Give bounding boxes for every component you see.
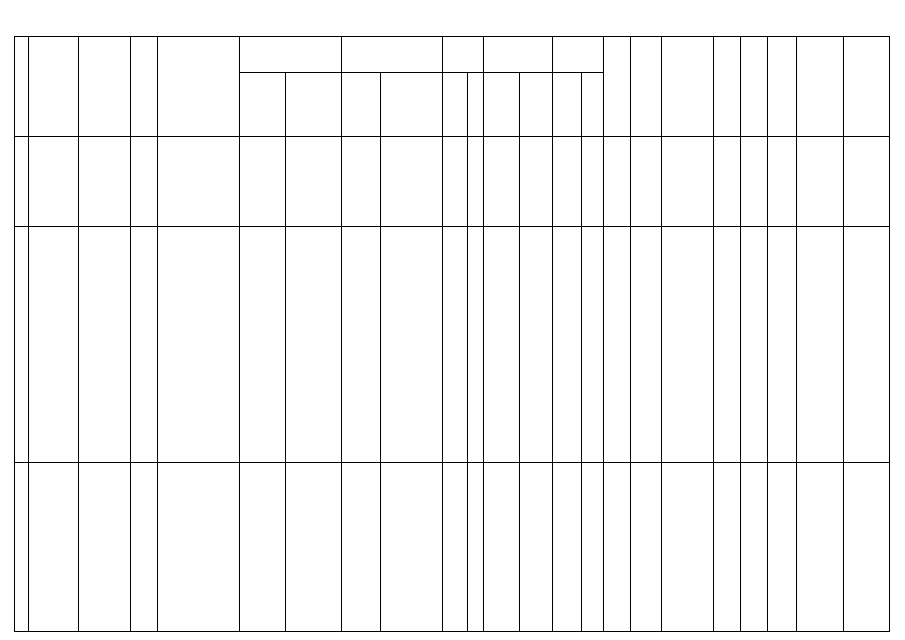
table-cell xyxy=(29,227,79,463)
header-cell xyxy=(631,37,662,137)
table-cell xyxy=(285,463,341,632)
table-cell xyxy=(240,137,286,227)
table-cell xyxy=(519,137,552,227)
subheader-cell xyxy=(285,73,341,137)
table-cell xyxy=(767,137,796,227)
table-cell xyxy=(604,463,631,632)
table-cell xyxy=(740,137,767,227)
table-cell xyxy=(130,227,157,463)
table-cell xyxy=(740,463,767,632)
table-cell xyxy=(285,137,341,227)
subheader-cell xyxy=(519,73,552,137)
table-cell xyxy=(552,463,581,632)
table-cell xyxy=(381,463,443,632)
table-row xyxy=(15,227,890,463)
table-cell xyxy=(443,227,468,463)
table-cell xyxy=(381,227,443,463)
subheader-cell xyxy=(581,73,604,137)
table-cell xyxy=(29,463,79,632)
table-cell xyxy=(662,137,714,227)
table-cell xyxy=(740,227,767,463)
table-cell xyxy=(631,463,662,632)
table-cell xyxy=(662,227,714,463)
table-cell xyxy=(484,463,519,632)
subheader-cell xyxy=(341,73,380,137)
subheader-cell xyxy=(240,73,286,137)
subheader-cell xyxy=(443,73,468,137)
header-cell xyxy=(79,37,131,137)
table-cell xyxy=(15,137,29,227)
table-cell xyxy=(581,227,604,463)
table-cell xyxy=(844,137,890,227)
table-cell xyxy=(79,227,131,463)
subheader-cell xyxy=(467,73,484,137)
table-cell xyxy=(240,227,286,463)
table-cell xyxy=(844,227,890,463)
table-cell xyxy=(714,463,741,632)
header-cell xyxy=(604,37,631,137)
table-cell xyxy=(157,227,240,463)
table-cell xyxy=(15,463,29,632)
table-cell xyxy=(467,463,484,632)
table-cell xyxy=(604,227,631,463)
table-cell xyxy=(240,463,286,632)
header-cell xyxy=(29,37,79,137)
table-cell xyxy=(341,227,380,463)
table-cell xyxy=(767,227,796,463)
header-cell xyxy=(130,37,157,137)
table-cell xyxy=(844,463,890,632)
table-cell xyxy=(285,227,341,463)
table-cell xyxy=(130,463,157,632)
subheader-cell xyxy=(552,73,581,137)
table-cell xyxy=(79,137,131,227)
table-cell xyxy=(130,137,157,227)
table-cell xyxy=(604,137,631,227)
table-cell xyxy=(796,137,844,227)
table-cell xyxy=(519,463,552,632)
subheader-cell xyxy=(484,73,519,137)
table-cell xyxy=(552,137,581,227)
table-cell xyxy=(581,463,604,632)
registry-table xyxy=(14,36,890,632)
table-cell xyxy=(631,137,662,227)
header-cell xyxy=(157,37,240,137)
header-cell xyxy=(15,37,29,137)
table-cell xyxy=(341,463,380,632)
table-cell xyxy=(79,463,131,632)
header-cell xyxy=(662,37,714,137)
header-cell xyxy=(740,37,767,137)
table-cell xyxy=(484,137,519,227)
header-cell xyxy=(484,37,552,73)
table-cell xyxy=(796,227,844,463)
table-cell xyxy=(157,137,240,227)
table-cell xyxy=(443,137,468,227)
table-cell xyxy=(519,227,552,463)
table-cell xyxy=(714,227,741,463)
table-row xyxy=(15,137,890,227)
header-cell xyxy=(552,37,604,73)
header-cell xyxy=(714,37,741,137)
table-cell xyxy=(714,137,741,227)
table-cell xyxy=(631,227,662,463)
table-cell xyxy=(484,227,519,463)
table-cell xyxy=(796,463,844,632)
table-row xyxy=(15,463,890,632)
table-cell xyxy=(662,463,714,632)
table-cell xyxy=(29,137,79,227)
table-cell xyxy=(157,463,240,632)
table-cell xyxy=(381,137,443,227)
header-cell xyxy=(443,37,484,73)
table-cell xyxy=(581,137,604,227)
header-cell xyxy=(767,37,796,137)
table-cell xyxy=(467,137,484,227)
table-cell xyxy=(341,137,380,227)
table-cell xyxy=(767,463,796,632)
table-cell xyxy=(467,227,484,463)
table-cell xyxy=(443,463,468,632)
header-cell xyxy=(844,37,890,137)
header-cell xyxy=(240,37,341,73)
table-cell xyxy=(15,227,29,463)
table-cell xyxy=(552,227,581,463)
header-cell xyxy=(341,37,442,73)
header-cell xyxy=(796,37,844,137)
subheader-cell xyxy=(381,73,443,137)
